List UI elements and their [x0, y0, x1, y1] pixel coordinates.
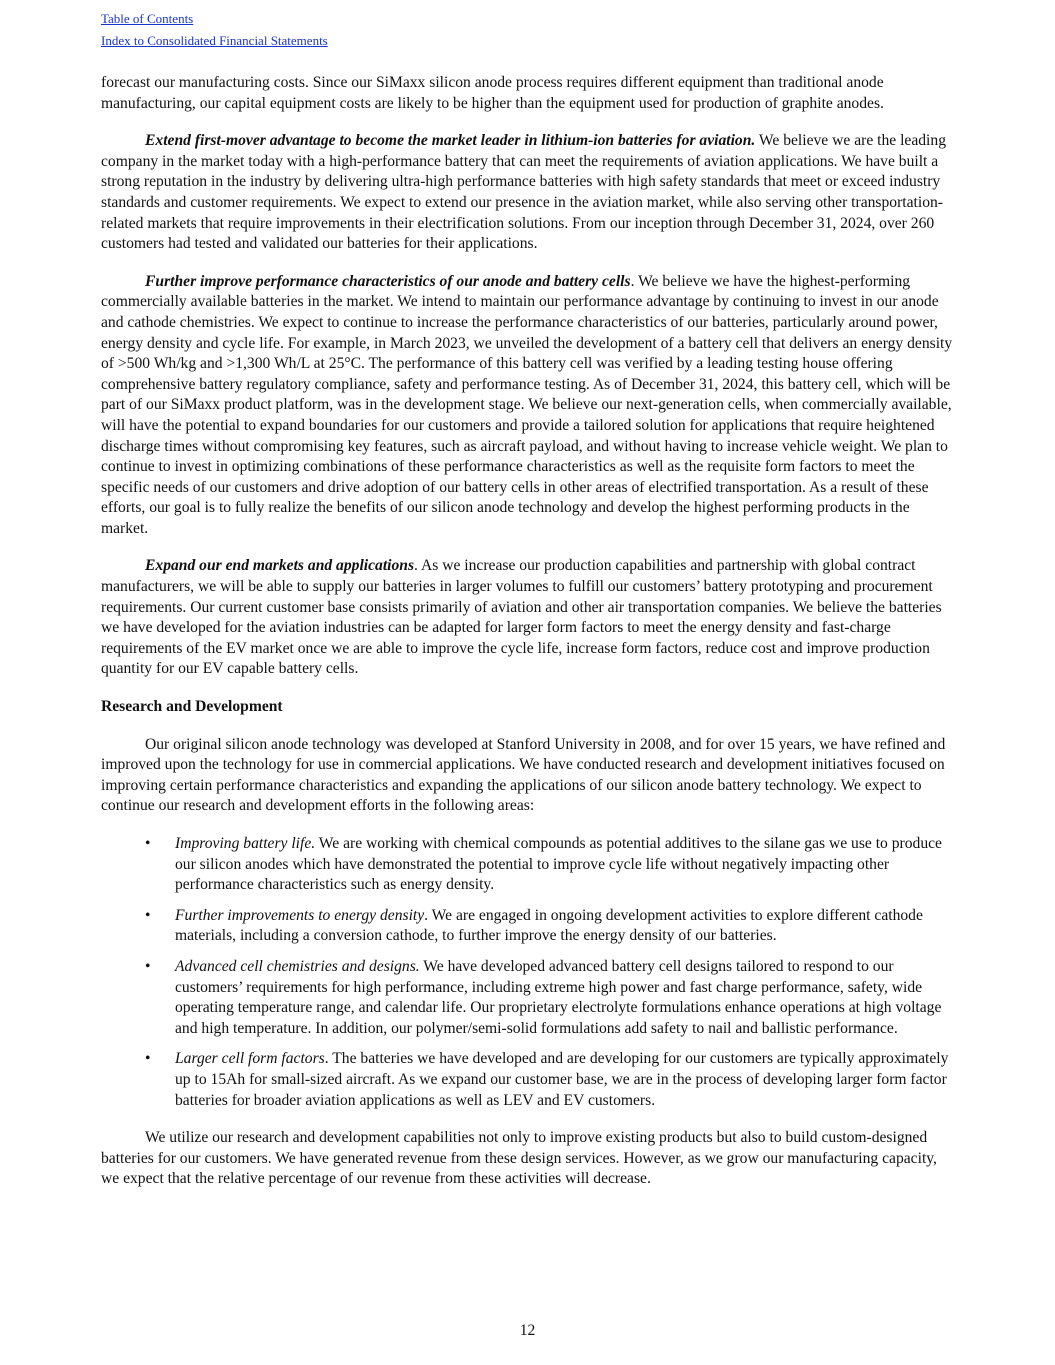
- list-item-lead: Further improvements to energy density: [175, 906, 425, 924]
- financial-statements-index-link[interactable]: Index to Consolidated Financial Statements: [101, 33, 328, 48]
- list-item-body: . The batteries we have developed and are developing for our customers are typically approximately up to 15Ah for small-sized aircraft. As we expand our customer base, we are in the process of developing larger form factor batteries for broader aviation applications as well as LEV and EV customers.: [175, 1050, 949, 1109]
- paragraph-lead: Further improve performance characteristics of our anode and battery cells: [145, 272, 631, 290]
- document-body: [101, 73, 953, 1207]
- list-item: [101, 957, 953, 1039]
- table-of-contents-link[interactable]: Table of Contents: [101, 11, 194, 26]
- page-number: 12: [519, 1322, 536, 1339]
- list-item: [101, 1049, 953, 1111]
- list-item-lead: Improving battery life.: [175, 835, 316, 852]
- paragraph-manufacturing-costs: forecast our manufacturing costs. Since our SiMaxx silicon anode process requires different equipment than traditional anode manufacturing, our capital equipment costs are likely to be higher than the equipment used for production of graphite anodes.: [101, 74, 884, 112]
- paragraph-design-services: We utilize our research and development capabilities not only to improve existing products but also to build custom-designed batteries for our customers. We have generated revenue from these design services. However, as we grow our manufacturing capacity, we expect that the relative percentage of our revenue from these activities will decrease.: [101, 1129, 937, 1188]
- paragraph-body: . We believe we have the highest-performing commercially available batteries in the market. We intend to maintain our performance advantage by continuing to invest in our anode and cathode chemistries. We expect to continue to increase the performance characteristics of our batteries, particularly around power, energy density and cycle life. For example, in March 2023, we unveiled the development of a battery cell that delivers an energy density of >500 Wh/kg and >1,300 Wh/L at 25°C. The performance of this battery cell was verified by a leading testing house offering comprehensive battery regulatory compliance, safety and performance testing. As of December 31, 2024, this battery cell, which will be part of our SiMaxx product platform, was in the development stage. We believe our next-generation cells, when commercially available, will have the potential to expand boundaries for our customers and provide a tailored solution for applications that require heightened discharge times without compromising key features, such as aircraft payload, and without having to increase vehicle weight. We plan to continue to invest in optimizing combinations of these performance characteristics as well as the requisite form factors to meet the specific needs of our customers and drive adoption of our battery cells in other areas of electrified transportation. As a result of these efforts, our goal is to fully realize the benefits of our silicon anode technology and develop the highest performing products in the market.: [101, 272, 953, 537]
- paragraph-end-markets: [101, 556, 953, 680]
- list-item-lead: Advanced cell chemistries and designs.: [175, 957, 420, 975]
- paragraph-lead: Expand our end markets and applications: [145, 557, 415, 575]
- list-item-body: We have developed advanced battery cell designs tailored to respond to our customers’ requirements for high performance, including extreme high power and fast charge performance, safety, wide operating temperature range, and calendar life. Our proprietary electrolyte formulations enhance operations at high voltage and high temperature. In addition, our polymer/semi-solid formulations add safety to nail and ballistic performance.: [175, 957, 942, 1037]
- bullet-icon: •: [145, 1050, 151, 1068]
- paragraph-rd-intro: Our original silicon anode technology was developed at Stanford University in 2008, and for over 15 years, we have refined and improved upon the technology for use in commercial applications. We have conducted research and development initiatives focused on improving certain performance characteristics and expanding the applications of our silicon anode battery technology. We expect to continue our research and development efforts in the following areas:: [101, 735, 946, 815]
- top-navigation: [101, 8, 328, 52]
- list-item: [101, 906, 953, 947]
- rd-areas-list: [101, 834, 953, 1111]
- paragraph-lead: Extend first-mover advantage to become the market leader in lithium-ion batteries for aviation.: [145, 132, 756, 150]
- bullet-icon: •: [145, 906, 151, 924]
- list-item-body: . We are engaged in ongoing development activities to explore different cathode materials, including a conversion cathode, to further improve the energy density of our batteries.: [175, 906, 923, 945]
- list-item: [101, 834, 953, 896]
- paragraph-body: We believe we are the leading company in the market today with a high-performance battery that can meet the requirements of aviation applications. We have built a strong reputation in the industry by delivering ultra-high performance batteries with high safety standards that meet or exceed industry standards and customer requirements. We expect to extend our presence in the aviation market, while also serving other transportation-related markets that require improvements in their electrification solutions. From our inception through December 31, 2024, over 260 customers had tested and validated our batteries for their applications.: [101, 132, 946, 253]
- paragraph-performance: [101, 272, 953, 540]
- list-item-body: We are working with chemical compounds as potential additives to the silane gas we use to produce our silicon anodes which have demonstrated the potential to improve cycle life without negatively impacting other performance characteristics such as energy density.: [175, 835, 942, 894]
- list-item-lead: Larger cell form factors: [175, 1050, 325, 1068]
- bullet-icon: •: [145, 957, 151, 975]
- paragraph-first-mover: [101, 131, 953, 255]
- paragraph-body: . As we increase our production capabilities and partnership with global contract manufacturers, we will be able to supply our batteries in larger volumes to fulfill our customers’ battery prototyping and procurement requirements. Our current customer base consists primarily of aviation and other air transportation companies. We believe the batteries we have developed for the aviation industries can be adapted for larger form factors to meet the energy density and fast-charge requirements of the EV market once we are able to improve the cycle life, increase form factors, reduce cost and improve production quantity for our EV capable battery cells.: [101, 557, 942, 678]
- section-heading-research: Research and Development: [101, 698, 283, 716]
- bullet-icon: •: [145, 835, 151, 852]
